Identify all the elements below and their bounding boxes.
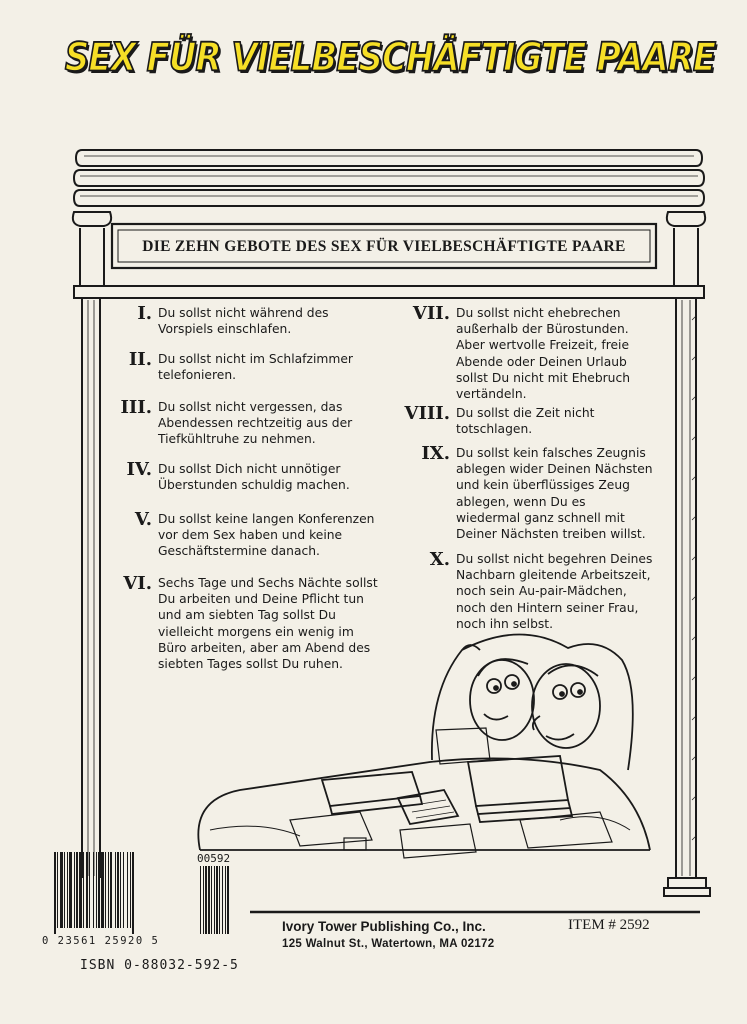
commandment-2 [108,351,353,383]
commandment-4 [108,461,350,493]
commandment-7 [400,305,630,402]
commandment-text: Du sollst Dich nicht unnötiger Überstunden schuldig machen. [158,462,350,493]
commandment-text: Du sollst nicht ehebrechen außerhalb der Bürostunden. Aber wertvolle Freizeit, freie Abende oder Deinen Urlaub sollst Du nicht mit Ehebruch vertändeln. [456,306,631,402]
publisher-block [282,918,582,952]
commandment-10 [400,551,652,632]
commandment-1 [108,305,329,337]
commandment-text: Sechs Tage und Sechs Nächte sollst Du arbeiten und Deine Pflicht tun und am siebten Tag sollst Du vielleicht morgens ein wenig im Büro arbeiten, aber am Abend des siebten Tages sollst Du ruhen. [158,576,378,672]
commandment-numeral: VI. [123,573,152,594]
commandment-text: Du sollst nicht im Schlafzimmer telefonieren. [158,352,353,383]
commandment-numeral: IV. [126,459,152,480]
commandment-5 [108,511,374,560]
commandment-numeral: I. [137,303,152,324]
commandment-numeral: VIII. [404,403,450,424]
book-title: SEX FÜR VIELBESCHÄFTIGTE PAARE [64,35,716,81]
commandment-numeral: V. [134,509,152,530]
isbn: ISBN 0-88032-592-5 [80,958,239,973]
publisher-address: 125 Walnut St., Watertown, MA 02172 [282,938,495,950]
commandments-heading: DIE ZEHN GEBOTE DES SEX FÜR VIELBESCHÄFTIGTE PAARE [142,238,626,255]
commandment-9 [400,445,653,542]
barcode-icon [42,852,247,938]
commandment-text: Du sollst nicht vergessen, das Abendessen rechtzeitig aus der Tiefkühltruhe zu nehmen. [158,400,353,447]
commandment-numeral: III. [120,397,152,418]
barcode-digits: 0 23561 25920 5 [42,935,160,947]
commandment-text: Du sollst kein falsches Zeugnis ablegen wider Deinen Nächsten und kein überflüssiges Zeug ablegen, wenn Du es wiedermal ganz schnell mit Deiner Nächsten treiben willst. [456,446,653,542]
commandment-text: Du sollst die Zeit nicht totschlagen. [456,406,595,437]
commandment-text: Du sollst nicht während des Vorspiels einschlafen. [158,306,329,337]
commandment-numeral: IX. [421,443,450,464]
commandment-numeral: X. [429,549,450,570]
publisher-name: Ivory Tower Publishing Co., Inc. [282,919,486,934]
barcode-price-code: 00592 [197,852,231,865]
commandment-numeral: VII. [412,303,450,324]
commandment-6 [108,575,378,672]
commandment-3 [108,399,352,448]
commandment-numeral: II. [128,349,152,370]
barcode [42,852,247,952]
item-number: ITEM # 2592 [568,917,650,933]
commandment-text: Du sollst keine langen Konferenzen vor dem Sex haben und keine Geschäftstermine danach. [158,512,375,559]
commandment-8 [400,405,595,437]
commandment-text: Du sollst nicht begehren Deines Nachbarn gleitende Arbeitszeit, noch sein Au-pair-Mädchen, noch den Hintern seiner Frau, noch ihn selbst. [456,552,653,631]
